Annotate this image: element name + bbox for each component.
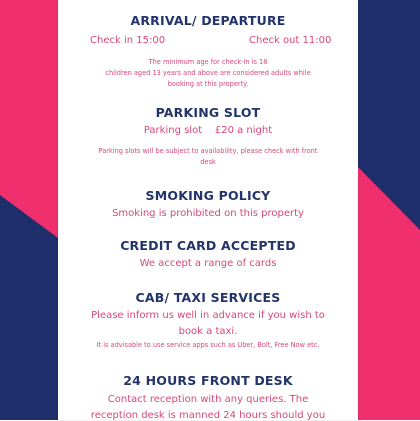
arrival-note-2: children aged 13 years and above are considered adults while xyxy=(105,69,311,77)
check-out-time: Check out 11:00 xyxy=(249,35,332,46)
front-desk-text-1: Contact reception with any queries. The xyxy=(107,394,309,405)
cab-note: It is advisable to use service apps such as Uber, Bolt, Free Now etc. xyxy=(96,341,320,349)
smoking-text: Smoking is prohibited on this property xyxy=(112,208,304,219)
arrival-note-1: The minimum age for check-in is 18 xyxy=(148,58,268,66)
credit-text: We accept a range of cards xyxy=(139,258,277,269)
parking-note-1: Parking slots will be subject to availability, please check with front xyxy=(98,147,318,155)
arrival-heading: ARRIVAL/ DEPARTURE xyxy=(130,13,286,28)
credit-heading: CREDIT CARD ACCEPTED xyxy=(120,238,296,253)
smoking-heading: SMOKING POLICY xyxy=(145,188,271,203)
front-desk-text-2: reception desk is manned 24 hours should you xyxy=(90,410,326,421)
parking-heading: PARKING SLOT xyxy=(155,105,261,120)
cab-text-2: book a taxi. xyxy=(178,326,238,337)
cab-heading: CAB/ TAXI SERVICES xyxy=(135,290,281,305)
check-in-time: Check in 15:00 xyxy=(90,35,166,46)
info-card xyxy=(58,0,358,420)
parking-note-2: desk xyxy=(200,158,216,166)
front-desk-heading: 24 HOURS FRONT DESK xyxy=(123,373,293,388)
cab-text-1: Please inform us well in advance if you wish to xyxy=(91,310,325,321)
parking-price: Parking slot £20 a night xyxy=(143,125,273,136)
arrival-note-3: booking at this property. xyxy=(167,80,249,88)
